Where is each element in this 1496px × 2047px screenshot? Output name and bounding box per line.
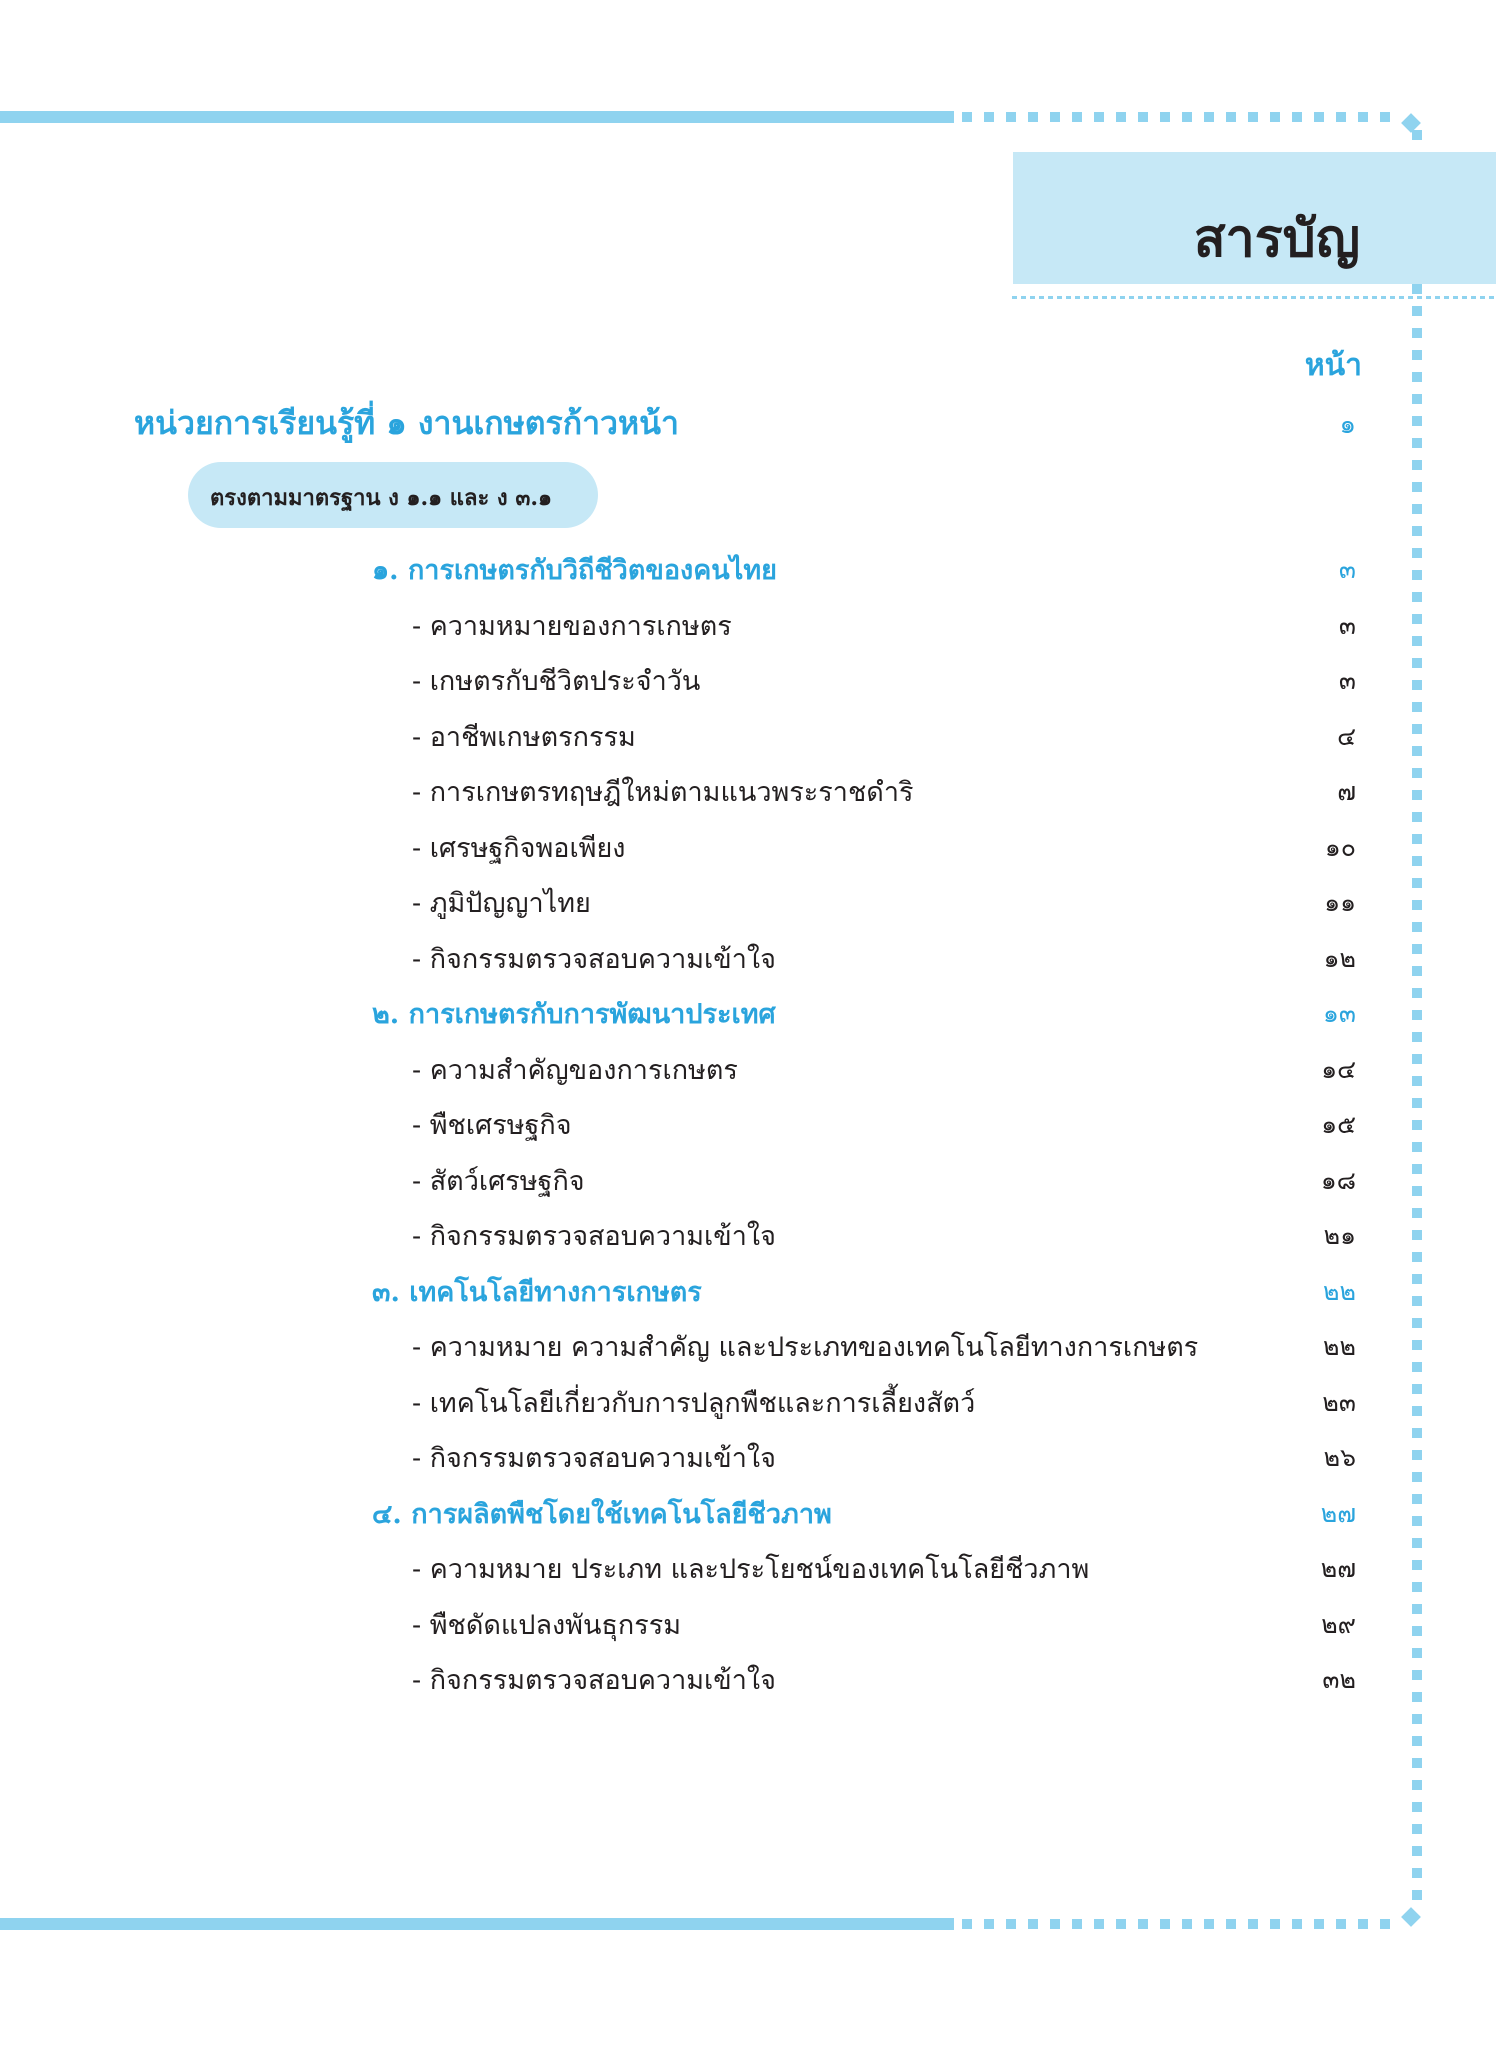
toc-entry-row[interactable] bbox=[0, 881, 1496, 931]
page-number: ๒๑ bbox=[1323, 1221, 1356, 1250]
toc-entry-row[interactable] bbox=[0, 1436, 1496, 1486]
entry-title: - กิจกรรมตรวจสอบความเข้าใจ bbox=[412, 1665, 776, 1696]
toc-entry-row[interactable] bbox=[0, 1658, 1496, 1708]
page-number: ๑๔ bbox=[1321, 1055, 1356, 1084]
entry-title: - เกษตรกับชีวิตประจำวัน bbox=[412, 666, 701, 697]
entry-title: - ความหมาย ประเภท และประโยชน์ของเทคโนโลยีชีวภาพ bbox=[412, 1554, 1090, 1585]
entry-title: - ความสำคัญของการเกษตร bbox=[412, 1055, 738, 1086]
entry-title: - พืชเศรษฐกิจ bbox=[412, 1110, 572, 1141]
title-underline bbox=[1012, 296, 1496, 299]
toc-entry-row[interactable] bbox=[0, 659, 1496, 709]
page-title: สารบัญ bbox=[1193, 209, 1360, 269]
section-title: ๓. เทคโนโลยีทางการเกษตร bbox=[372, 1277, 702, 1308]
entry-title: - เทคโนโลยีเกี่ยวกับการปลูกพืชและการเลี้ยงสัตว์ bbox=[412, 1388, 976, 1419]
entry-title: - พืชดัดแปลงพันธุกรรม bbox=[412, 1610, 682, 1641]
toc-entry-row[interactable] bbox=[0, 1214, 1496, 1264]
toc-entry-row[interactable] bbox=[0, 1381, 1496, 1431]
top-frame-bar bbox=[0, 111, 954, 123]
page-number: ๒๗ bbox=[1320, 1499, 1356, 1528]
page-number: ๓ bbox=[1338, 555, 1356, 584]
bottom-frame-bar bbox=[0, 1918, 954, 1930]
toc-entry-row[interactable] bbox=[0, 937, 1496, 987]
page-number: ๑๕ bbox=[1321, 1110, 1356, 1139]
standard-text: ตรงตามมาตรฐาน ง ๑.๑ และ ง ๓.๑ bbox=[210, 485, 552, 511]
top-frame-dots bbox=[962, 112, 1402, 122]
toc-entry-row[interactable] bbox=[0, 770, 1496, 820]
entry-title: - อาชีพเกษตรกรรม bbox=[412, 722, 636, 753]
unit-heading[interactable]: หน่วยการเรียนรู้ที่ ๑ งานเกษตรก้าวหน้า bbox=[134, 404, 679, 442]
entry-title: - ภูมิปัญญาไทย bbox=[412, 888, 591, 919]
toc-entry-row[interactable] bbox=[0, 1603, 1496, 1653]
entry-title: - การเกษตรทฤษฎีใหม่ตามแนวพระราชดำริ bbox=[412, 777, 914, 808]
page-number: ๒๒ bbox=[1323, 1332, 1356, 1361]
section-title: ๑. การเกษตรกับวิถีชีวิตของคนไทย bbox=[372, 555, 777, 586]
entry-title: - เศรษฐกิจพอเพียง bbox=[412, 833, 626, 864]
toc-entry-row[interactable] bbox=[0, 604, 1496, 654]
bottom-frame-dots bbox=[962, 1919, 1402, 1929]
toc-entry-row[interactable] bbox=[0, 1103, 1496, 1153]
section-title: ๒. การเกษตรกับการพัฒนาประเทศ bbox=[372, 999, 776, 1030]
entry-title: - สัตว์เศรษฐกิจ bbox=[412, 1166, 585, 1197]
toc-entry-row[interactable] bbox=[0, 826, 1496, 876]
entry-title: - ความหมาย ความสำคัญ และประเภทของเทคโนโลยีทางการเกษตร bbox=[412, 1332, 1199, 1363]
page-number: ๗ bbox=[1337, 777, 1356, 806]
toc-entry-row[interactable] bbox=[0, 715, 1496, 765]
toc-entry-row[interactable] bbox=[0, 1159, 1496, 1209]
page-number: ๒๓ bbox=[1322, 1388, 1356, 1417]
toc-entry-row[interactable] bbox=[0, 1325, 1496, 1375]
section-title: ๔. การผลิตพืชโดยใช้เทคโนโลยีชีวภาพ bbox=[372, 1499, 832, 1530]
page-number: ๑๓ bbox=[1323, 999, 1356, 1028]
page-number: ๑๒ bbox=[1323, 944, 1356, 973]
page-number: ๒๙ bbox=[1321, 1610, 1356, 1639]
page-number: ๑๑ bbox=[1324, 888, 1356, 917]
toc-entry-row[interactable] bbox=[0, 1547, 1496, 1597]
page-number: ๒๖ bbox=[1323, 1443, 1356, 1472]
page-number: ๓ bbox=[1338, 666, 1356, 695]
frame-corner-diamond-bottom bbox=[1401, 1907, 1421, 1927]
toc-section-row[interactable] bbox=[0, 548, 1496, 598]
page-number: ๒๗ bbox=[1320, 1554, 1356, 1583]
unit-page-number: ๑ bbox=[1339, 410, 1356, 440]
toc-entry-row[interactable] bbox=[0, 1048, 1496, 1098]
entry-title: - กิจกรรมตรวจสอบความเข้าใจ bbox=[412, 1443, 776, 1474]
entry-title: - กิจกรรมตรวจสอบความเข้าใจ bbox=[412, 1221, 776, 1252]
toc-section-row[interactable] bbox=[0, 992, 1496, 1042]
page-number: ๓๒ bbox=[1322, 1665, 1356, 1694]
toc-section-row[interactable] bbox=[0, 1492, 1496, 1542]
page-number: ๓ bbox=[1338, 611, 1356, 640]
page-number: ๔ bbox=[1337, 722, 1356, 751]
toc-section-row[interactable] bbox=[0, 1270, 1496, 1320]
entry-title: - กิจกรรมตรวจสอบความเข้าใจ bbox=[412, 944, 776, 975]
page-column-header: หน้า bbox=[1304, 348, 1362, 383]
page-number: ๑๘ bbox=[1320, 1166, 1356, 1195]
page-number: ๑๐ bbox=[1324, 833, 1356, 862]
page-number: ๒๒ bbox=[1323, 1277, 1356, 1306]
entry-title: - ความหมายของการเกษตร bbox=[412, 611, 732, 642]
